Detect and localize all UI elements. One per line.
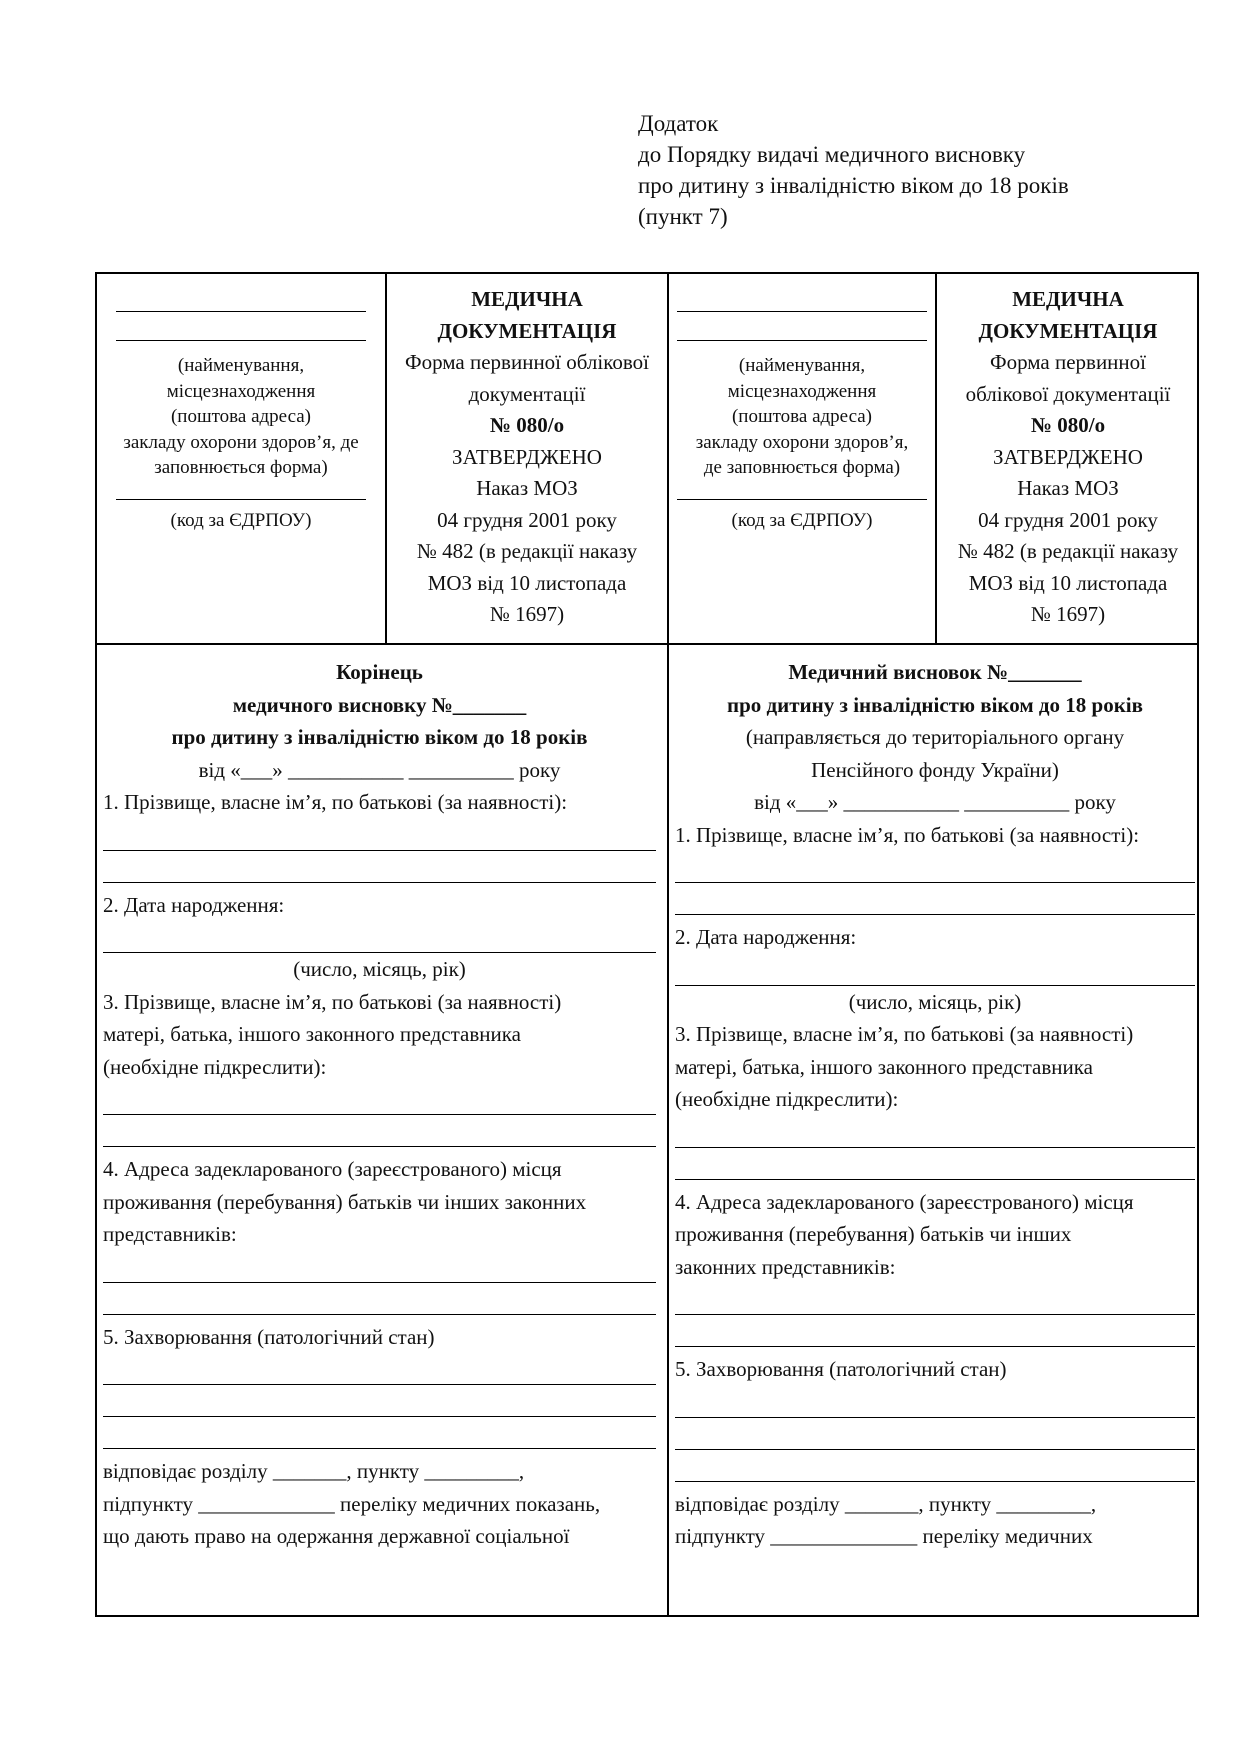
institution-caption-4: закладу охорони здоров’я, xyxy=(695,431,909,453)
form-approved: ЗАТВЕРДЖЕНО xyxy=(452,444,602,469)
conclusion-field-4-line-1[interactable] xyxy=(675,1283,1195,1315)
conclusion-field-4-label-1: 4. Адреса задекларованого (зареєстрованого) місця xyxy=(675,1189,1134,1214)
edrpou-caption: (код за ЄДРПОУ) xyxy=(731,509,873,531)
stub-section xyxy=(103,656,656,1553)
stub-field-2-hint: (число, місяць, рік) xyxy=(293,957,466,981)
annex-line-1: Додаток xyxy=(638,111,719,136)
edrpou-line[interactable] xyxy=(116,499,366,500)
conclusion-field-2-hint: (число, місяць, рік) xyxy=(848,989,1022,1014)
conclusion-field-1-label: 1. Прізвище, власне ім’я, по батькові (за наявності): xyxy=(675,822,1140,847)
institution-caption-4: закладу охорони здоров’я, де xyxy=(123,431,359,453)
stub-title-1: Корінець xyxy=(336,660,423,684)
stub-field-1-line-2[interactable] xyxy=(103,851,656,883)
conclusion-field-5-label: 5. Захворювання (патологічний стан) xyxy=(675,1357,1007,1381)
stub-title-3: про дитину з інвалідністю віком до 18 років xyxy=(171,725,588,749)
stub-correspondence-1[interactable]: відповідає розділу _______, пункту _________, xyxy=(103,1459,525,1483)
conclusion-field-3-line-2[interactable] xyxy=(675,1148,1195,1180)
form-date: 04 грудня 2001 року xyxy=(437,507,617,532)
institution-caption-3: (поштова адреса) xyxy=(731,406,872,427)
form-info-line-10: МОЗ від 10 листопада xyxy=(968,570,1168,595)
institution-caption-2: місцезнаходження xyxy=(166,380,316,402)
form-title-1: МЕДИЧНА xyxy=(471,287,583,311)
institution-caption-1: (найменування, xyxy=(177,355,305,376)
right-form-info xyxy=(937,284,1199,631)
annex-line-3: про дитину з інвалідністю віком до 18 років xyxy=(638,173,1069,198)
stub-field-5-label: 5. Захворювання (патологічний стан) xyxy=(103,1324,435,1349)
institution-line-1[interactable] xyxy=(116,311,366,312)
edrpou-caption: (код за ЄДРПОУ) xyxy=(170,509,312,531)
institution-line-2[interactable] xyxy=(116,340,366,341)
conclusion-field-2-line[interactable] xyxy=(675,954,1195,986)
conclusion-field-2-label: 2. Дата народження: xyxy=(675,925,857,949)
annex-line-4: (пункт 7) xyxy=(638,204,728,229)
form-number: № 080/о xyxy=(489,413,565,437)
conclusion-title-4: Пенсійного фонду України) xyxy=(811,757,1059,782)
annex-line-2: до Порядку видачі медичного висновку xyxy=(638,142,1026,167)
stub-correspondence-3: що дають право на одержання державної соціальної xyxy=(103,1524,570,1548)
stub-field-4-line-2[interactable] xyxy=(103,1283,656,1315)
conclusion-section xyxy=(675,656,1195,1553)
form-info-line-10: МОЗ від 10 листопада xyxy=(427,570,627,595)
stub-field-3-line-1[interactable] xyxy=(103,1083,656,1115)
annex-header xyxy=(638,108,1069,232)
form-title-2: ДОКУМЕНТАЦІЯ xyxy=(978,318,1158,343)
conclusion-field-5-line-3[interactable] xyxy=(675,1450,1195,1482)
stub-correspondence-2[interactable]: підпункту _____________ переліку медичних показань, xyxy=(103,1491,601,1516)
conclusion-field-4-label-2: проживання (перебування) батьків чи інших xyxy=(675,1222,1072,1246)
conclusion-field-5-line-1[interactable] xyxy=(675,1386,1195,1418)
conclusion-title-3: (направляється до територіального органу xyxy=(745,725,1125,749)
stub-field-4-label-3: представників: xyxy=(103,1222,237,1246)
conclusion-correspondence-2[interactable]: підпункту ______________ переліку медичних xyxy=(675,1524,1093,1548)
form-table xyxy=(95,272,1199,1617)
conclusion-date-line[interactable]: від «___» ___________ __________ року xyxy=(754,790,1116,814)
conclusion-field-1-line-2[interactable] xyxy=(675,883,1195,915)
conclusion-field-3-line-1[interactable] xyxy=(675,1116,1195,1148)
conclusion-field-4-line-2[interactable] xyxy=(675,1315,1195,1347)
form-info-line-4: документації xyxy=(468,381,586,406)
conclusion-field-3-label-3: (необхідне підкреслити): xyxy=(675,1087,899,1111)
stub-field-5-line-2[interactable] xyxy=(103,1385,656,1417)
stub-field-1-label: 1. Прізвище, власне ім’я, по батькові (за наявності): xyxy=(103,790,568,814)
form-order: Наказ МОЗ xyxy=(476,476,578,500)
form-info-line-9: № 482 (в редакції наказу xyxy=(416,539,638,563)
conclusion-field-3-label-1: 3. Прізвище, власне ім’я, по батькові (за наявності) xyxy=(675,1022,1134,1046)
stub-field-3-label-1: 3. Прізвище, власне ім’я, по батькові (за наявності) xyxy=(103,989,562,1014)
stub-field-5-line-1[interactable] xyxy=(103,1353,656,1385)
form-number: № 080/о xyxy=(1030,413,1106,437)
stub-field-4-label-1: 4. Адреса задекларованого (зареєстрованого) місця xyxy=(103,1157,562,1181)
conclusion-correspondence-1[interactable]: відповідає розділу _______, пункту _________, xyxy=(675,1491,1097,1516)
form-info-line-3: Форма первинної xyxy=(989,350,1146,374)
left-form-info xyxy=(387,284,667,631)
right-institution-block xyxy=(669,282,935,533)
institution-caption-5: де заповнюється форма) xyxy=(703,457,901,478)
stub-field-3-label-3: (необхідне підкреслити): xyxy=(103,1054,327,1079)
stub-field-5-line-3[interactable] xyxy=(103,1417,656,1449)
form-title-1: МЕДИЧНА xyxy=(1012,287,1124,311)
institution-caption-2: місцезнаходження xyxy=(727,380,877,402)
stub-field-3-line-2[interactable] xyxy=(103,1115,656,1147)
form-title-2: ДОКУМЕНТАЦІЯ xyxy=(437,318,617,343)
conclusion-field-4-label-3: законних представників: xyxy=(675,1254,896,1279)
conclusion-field-1-line-1[interactable] xyxy=(675,851,1195,883)
divider-header-body xyxy=(97,643,1197,645)
stub-title-2: медичного висновку №_______ xyxy=(232,692,527,717)
stub-field-4-line-1[interactable] xyxy=(103,1251,656,1283)
form-info-line-3: Форма первинної облікової xyxy=(405,350,649,374)
institution-line-1[interactable] xyxy=(677,311,927,312)
stub-field-2-line[interactable] xyxy=(103,921,656,953)
institution-caption-5: заповнюється форма) xyxy=(154,457,328,478)
institution-line-2[interactable] xyxy=(677,340,927,341)
stub-field-1-line-1[interactable] xyxy=(103,819,656,851)
conclusion-field-3-label-2: матері, батька, іншого законного представника xyxy=(675,1054,1093,1079)
edrpou-line[interactable] xyxy=(677,499,927,500)
institution-caption-1: (найменування, xyxy=(738,355,866,376)
form-info-line-11: № 1697) xyxy=(1030,602,1106,626)
stub-field-2-label: 2. Дата народження: xyxy=(103,892,285,917)
stub-date-line[interactable]: від «___» ___________ __________ року xyxy=(198,757,561,782)
form-info-line-9: № 482 (в редакції наказу xyxy=(957,539,1179,563)
form-date: 04 грудня 2001 року xyxy=(978,507,1158,532)
conclusion-title-1: Медичний висновок №_______ xyxy=(788,660,1082,684)
form-info-line-4: облікової документації xyxy=(965,381,1171,406)
form-info-line-11: № 1697) xyxy=(489,602,565,626)
stub-field-4-label-2: проживання (перебування) батьків чи інших законних xyxy=(103,1189,587,1214)
left-institution-block xyxy=(97,282,385,533)
form-approved: ЗАТВЕРДЖЕНО xyxy=(993,444,1143,469)
form-order: Наказ МОЗ xyxy=(1017,476,1119,500)
conclusion-field-5-line-2[interactable] xyxy=(675,1418,1195,1450)
stub-field-3-label-2: матері, батька, іншого законного представника xyxy=(103,1022,521,1046)
conclusion-title-2: про дитину з інвалідністю віком до 18 років xyxy=(726,692,1143,717)
institution-caption-3: (поштова адреса) xyxy=(170,406,311,427)
